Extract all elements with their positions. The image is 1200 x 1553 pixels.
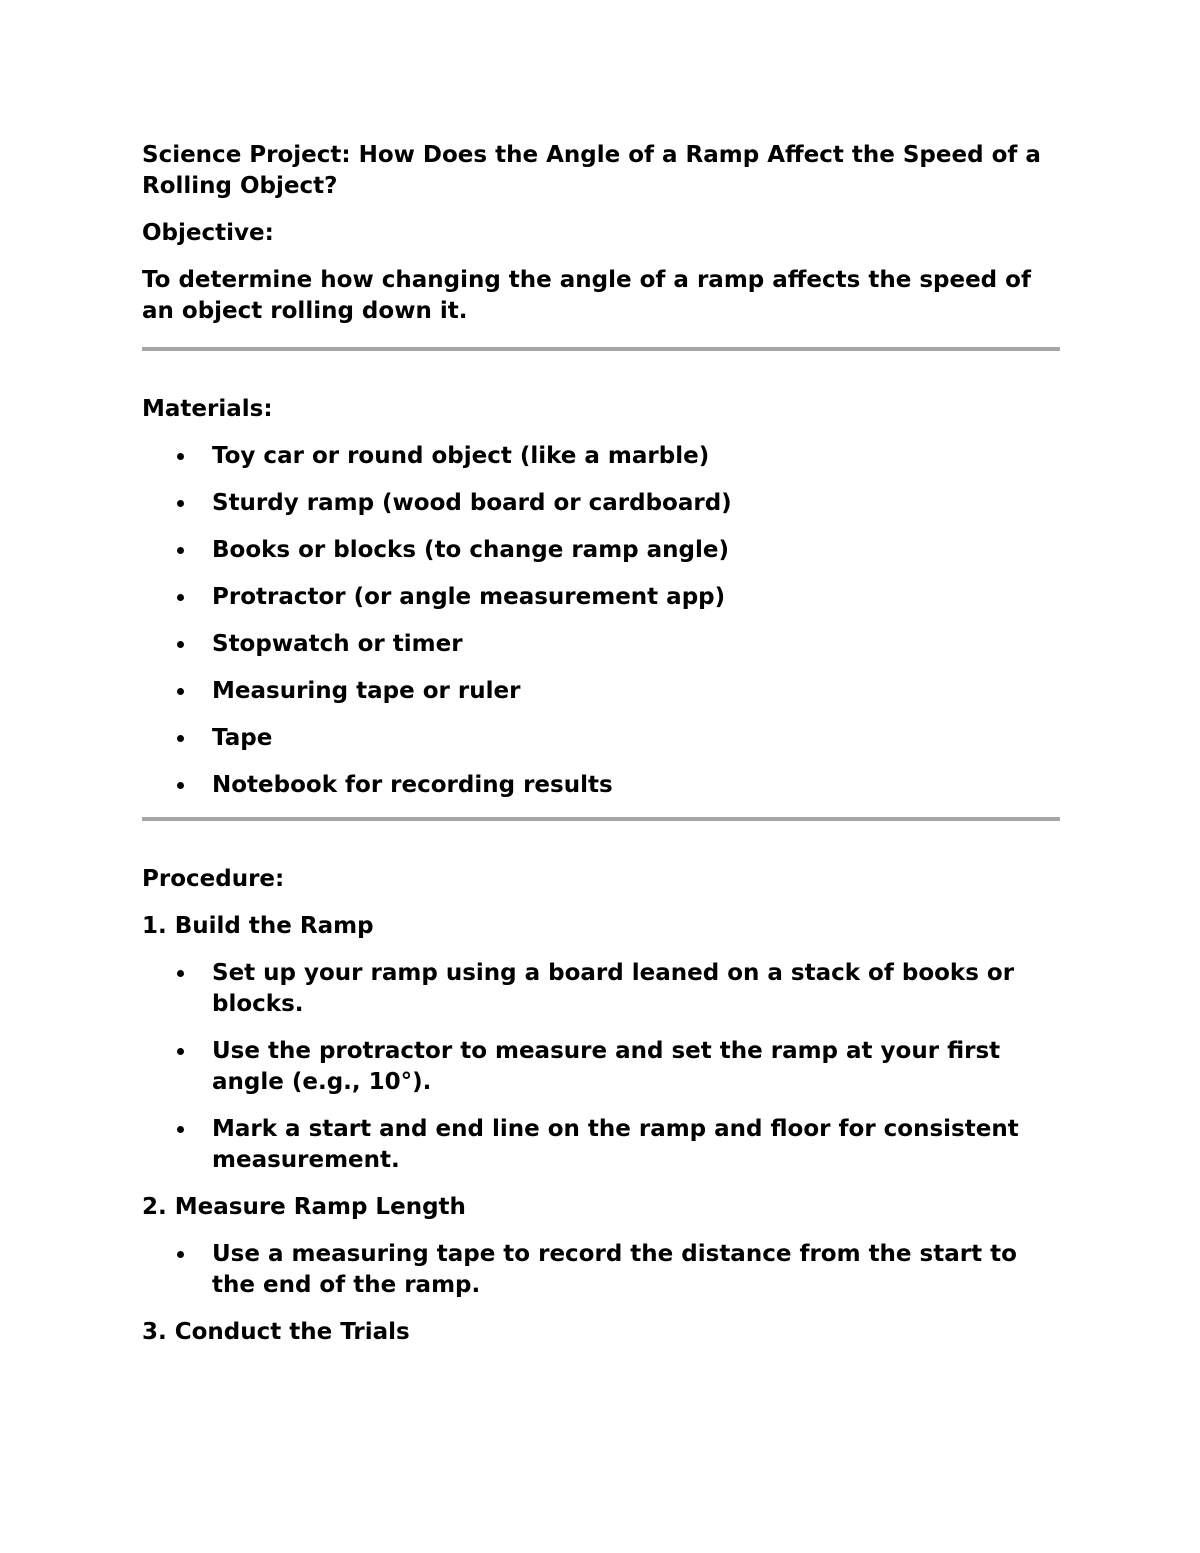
bullet-icon [177, 453, 184, 460]
list-item-text: Tape [212, 725, 273, 751]
bullet-icon [177, 641, 184, 648]
step-bullets [142, 958, 1060, 1176]
list-item [142, 629, 1060, 660]
bullet-icon [177, 547, 184, 554]
bullet-icon [177, 1048, 184, 1055]
step-title: 2. Measure Ramp Length [142, 1194, 466, 1220]
list-item [142, 958, 1060, 1020]
list-item-text: Notebook for recording results [212, 772, 613, 798]
list-item [142, 582, 1060, 613]
bullet-icon [177, 782, 184, 789]
list-item-text: Measuring tape or ruler [212, 678, 521, 704]
list-item-text: Protractor (or angle measurement app) [212, 584, 726, 610]
list-item [142, 535, 1060, 566]
list-item-text: Books or blocks (to change ramp angle) [212, 537, 729, 563]
step-bullets [142, 1239, 1060, 1301]
document-title: Science Project: How Does the Angle of a Ramp Affect the Speed of a Rolling Object? [142, 142, 1041, 199]
materials-list [142, 441, 1060, 801]
bullet-icon [177, 688, 184, 695]
document-content [142, 140, 1060, 1364]
bullet-icon [177, 1251, 184, 1258]
list-item [142, 488, 1060, 519]
bullet-icon [177, 594, 184, 601]
materials-label: Materials: [142, 396, 273, 422]
list-item [142, 770, 1060, 801]
section-divider [142, 347, 1060, 351]
list-item [142, 441, 1060, 472]
list-item-text: Use the protractor to measure and set the ramp at your first angle (e.g., 10°). [212, 1038, 1001, 1095]
bullet-icon [177, 735, 184, 742]
list-item [142, 1239, 1060, 1301]
procedure-label: Procedure: [142, 866, 285, 892]
bullet-icon [177, 500, 184, 507]
list-item-text: Mark a start and end line on the ramp and floor for consistent measurement. [212, 1116, 1019, 1173]
list-item-text: Set up your ramp using a board leaned on a stack of books or blocks. [212, 960, 1015, 1017]
list-item-text: Toy car or round object (like a marble) [212, 443, 710, 469]
section-divider [142, 817, 1060, 821]
list-item-text: Sturdy ramp (wood board or cardboard) [212, 490, 732, 516]
list-item-text: Use a measuring tape to record the distance from the start to the end of the ramp. [212, 1241, 1017, 1298]
list-item [142, 1036, 1060, 1098]
list-item [142, 723, 1060, 754]
step-title: 1. Build the Ramp [142, 913, 374, 939]
bullet-icon [177, 1126, 184, 1133]
list-item [142, 676, 1060, 707]
list-item [142, 1114, 1060, 1176]
objective-label: Objective: [142, 220, 274, 246]
bullet-icon [177, 970, 184, 977]
step-title: 3. Conduct the Trials [142, 1319, 410, 1345]
objective-text: To determine how changing the angle of a ramp affects the speed of an object rolling down it. [142, 267, 1031, 324]
list-item-text: Stopwatch or timer [212, 631, 463, 657]
